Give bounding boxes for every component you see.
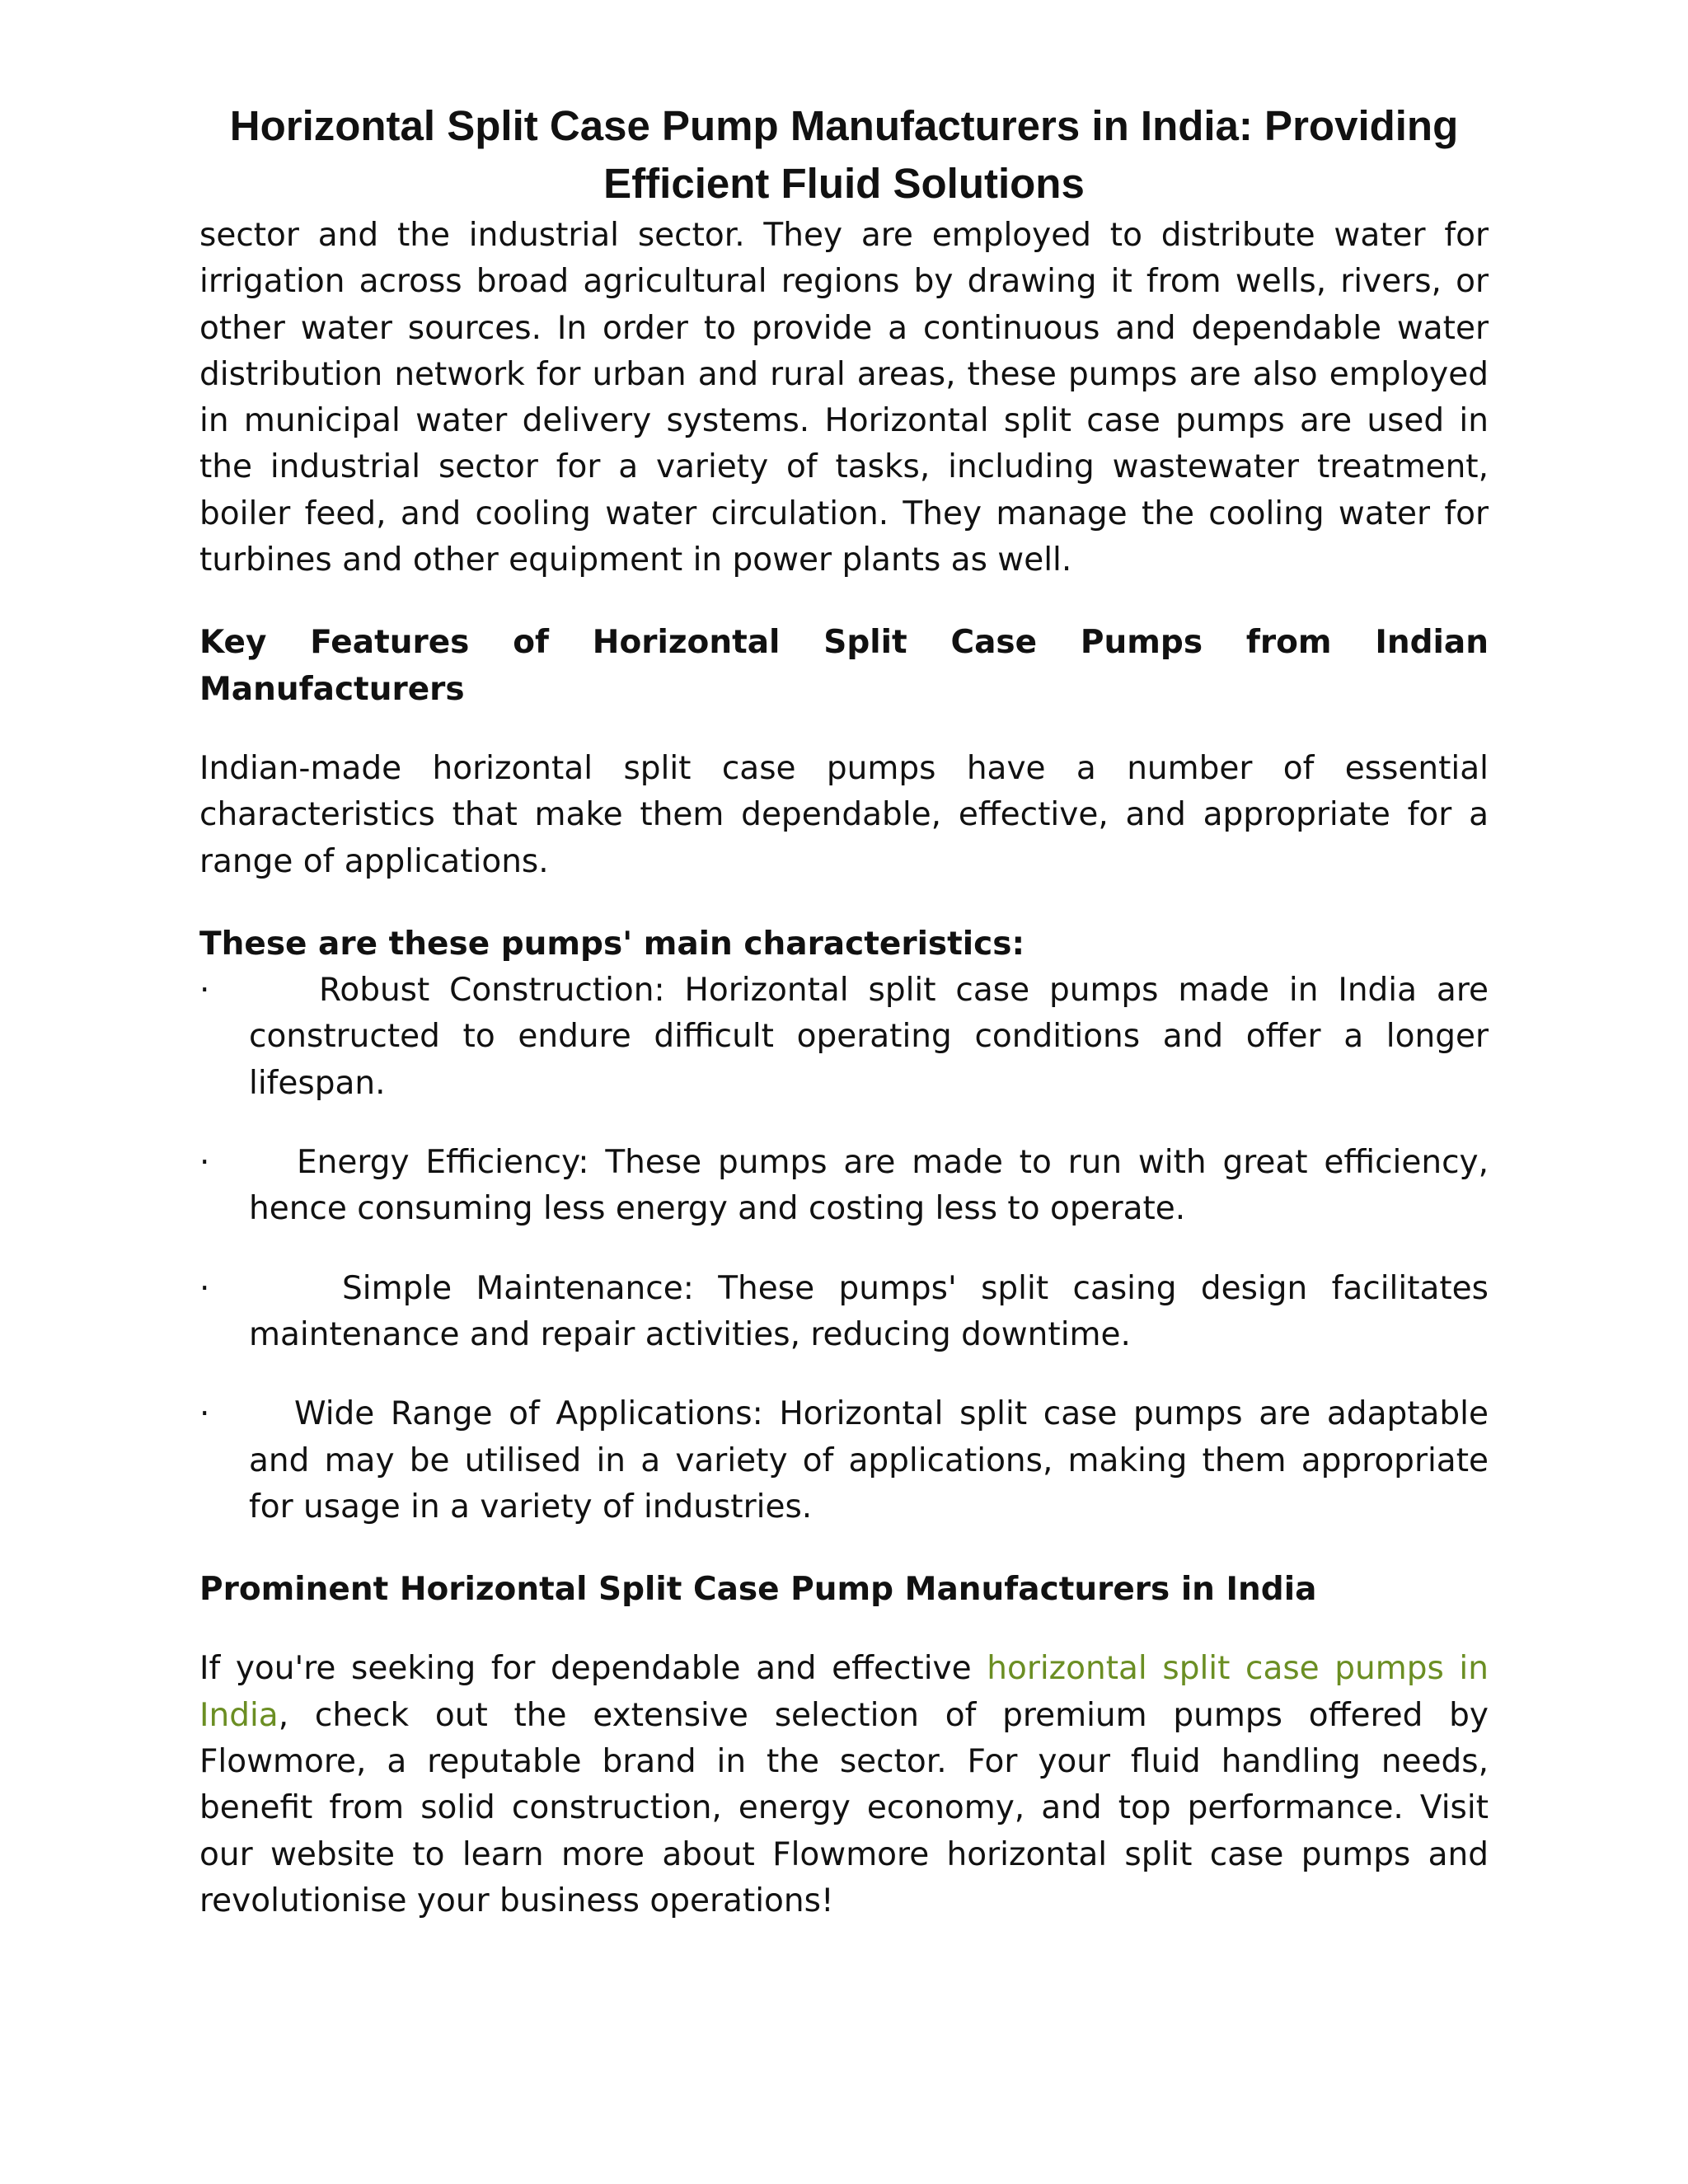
intro-paragraph: sector and the industrial sector. They are employed to distribute water for irrigation across broad agricultural regions by drawing it from wells, rivers, or other water sources. In order to provide a continuous and dependable water distribution network for urban and rural areas, these pumps are also employed in municipal water delivery systems. Horizontal split case pumps are used in the industrial sector for a variety of tasks, including wastewater treatment, boiler feed, and cooling water circulation. They manage the cooling water for turbines and other equipment in power plants as well.	[199, 217, 1489, 579]
pumps-in-india-link[interactable]: horizontal split case pumps in India	[199, 1650, 1489, 1734]
bullet-icon: ·	[199, 1144, 210, 1182]
list-item-text: Robust Construction: Horizontal split case pumps made in India are constructed to endure difficult operating conditions and offer a longer lifespan.	[249, 972, 1489, 1102]
list-item	[199, 968, 1489, 1107]
characteristics-heading: These are these pumps' main characteristics:	[199, 925, 1025, 963]
bullet-icon: ·	[199, 972, 210, 1010]
list-item	[199, 1140, 1489, 1233]
list-item-text: Energy Efficiency: These pumps are made to run with great efficiency, hence consuming less energy and costing less to operate.	[249, 1144, 1489, 1228]
characteristics-list	[199, 968, 1489, 1530]
list-item	[199, 1391, 1489, 1530]
bullet-icon: ·	[199, 1269, 210, 1307]
manufacturers-paragraph	[199, 1646, 1489, 1924]
manufacturers-text-before-link: If you're seeking for dependable and effective	[199, 1650, 987, 1688]
key-features-paragraph: Indian-made horizontal split case pumps have a number of essential characteristics that make them dependable, effective, and appropriate for a range of applications.	[199, 749, 1489, 880]
manufacturers-text-after-link: , check out the extensive selection of premium pumps offered by Flowmore, a reputable brand in the sector. For your fluid handling needs, benefit from solid construction, energy economy, and top performance. Visit our website to learn more about Flowmore horizontal split case pumps and revolutionise your business operations!	[199, 1696, 1489, 1919]
document-page	[199, 97, 1489, 1924]
list-item-text: Simple Maintenance: These pumps' split casing design facilitates maintenance and repair activities, reducing downtime.	[249, 1269, 1489, 1353]
manufacturers-heading: Prominent Horizontal Split Case Pump Manufacturers in India	[199, 1571, 1317, 1609]
list-item	[199, 1266, 1489, 1359]
list-item-text: Wide Range of Applications: Horizontal split case pumps are adaptable and may be utilised in a variety of applications, making them appropriate for usage in a variety of industries.	[249, 1395, 1489, 1526]
document-title: Horizontal Split Case Pump Manufacturers in India: Providing Efficient Fluid Solutions	[229, 102, 1459, 207]
bullet-icon: ·	[199, 1395, 210, 1433]
key-features-heading: Key Features of Horizontal Split Case Pumps from Indian Manufacturers	[199, 624, 1489, 708]
